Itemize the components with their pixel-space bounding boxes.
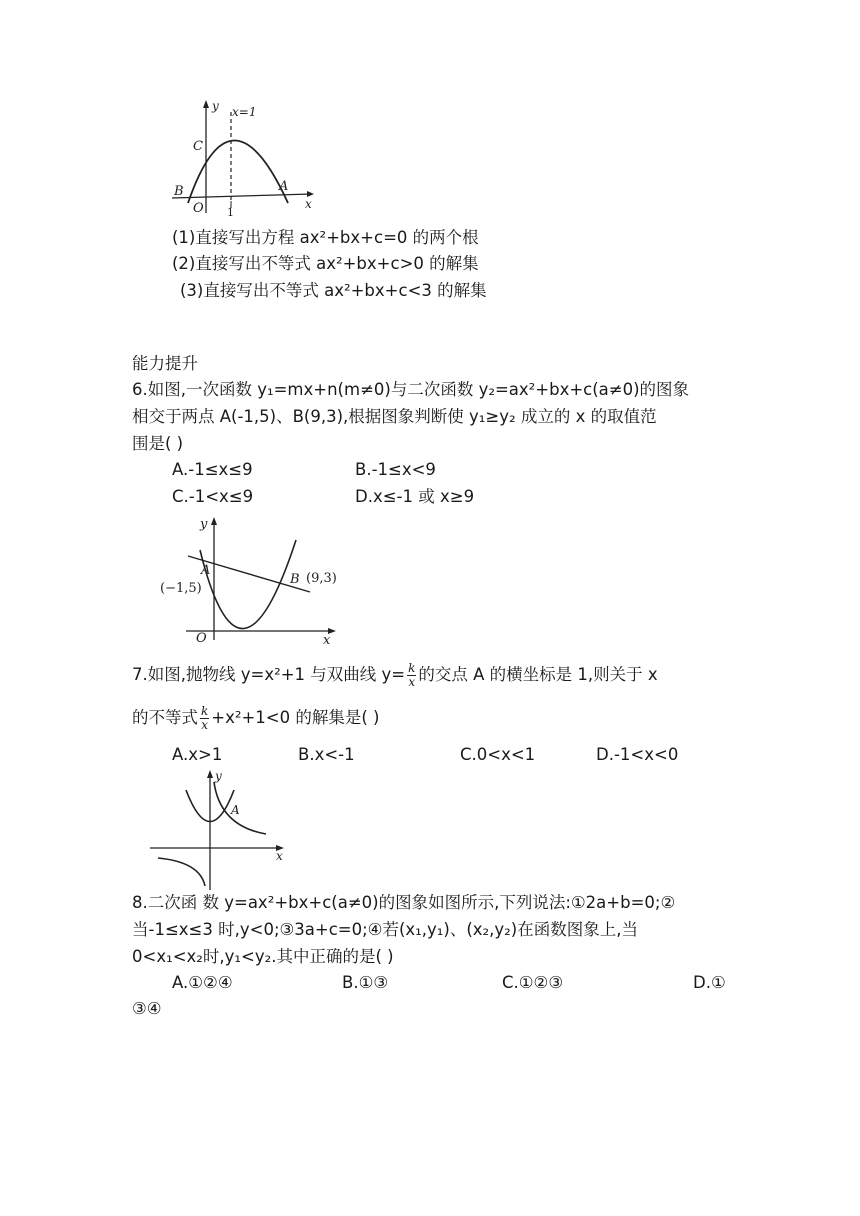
q7-option-d: D.-1<x<0 bbox=[596, 745, 679, 764]
frac-num: k bbox=[408, 661, 416, 675]
axis-line-label: x=1 bbox=[232, 105, 257, 119]
x-label: x bbox=[276, 849, 283, 863]
point-b-label: B bbox=[290, 572, 300, 587]
q7-line1-end: 的交点 A 的横坐标是 1,则关于 x bbox=[418, 665, 658, 684]
q7-line2 bbox=[132, 705, 380, 732]
q7-line1 bbox=[132, 662, 658, 689]
x-label: x bbox=[323, 633, 331, 647]
q8-option-c: C.①②③ bbox=[502, 973, 564, 992]
point-c-label: C bbox=[193, 139, 203, 154]
hyperbola-branch-2 bbox=[158, 858, 205, 886]
y-arrow bbox=[211, 517, 217, 525]
q7-line2-end: +x²+1<0 的解集是( ) bbox=[211, 708, 380, 727]
y-arrow bbox=[203, 100, 209, 108]
q7-line1-start: 7.如图,抛物线 y=x²+1 与双曲线 y= bbox=[132, 665, 406, 684]
q7-option-c: C.0<x<1 bbox=[460, 745, 536, 764]
q6-line2: 相交于两点 A(-1,5)、B(9,3),根据图象判断使 y₁≥y₂ 成立的 x 的取值范 bbox=[132, 407, 657, 426]
q6-option-b: B.-1≤x<9 bbox=[355, 460, 436, 479]
fraction-k-over-x-2 bbox=[200, 705, 209, 732]
section-heading: 能力提升 bbox=[132, 354, 198, 373]
q8-line3: 0<x₁<x₂时,y₁<y₂.其中正确的是( ) bbox=[132, 947, 394, 966]
point-a-coord: (−1,5) bbox=[160, 581, 202, 596]
y-label: y bbox=[215, 769, 222, 783]
q6-option-d: D.x≤-1 或 x≥9 bbox=[355, 487, 475, 506]
point-b-coord: (9,3) bbox=[306, 571, 337, 586]
parabola-curve bbox=[188, 141, 288, 204]
figure-line-parabola bbox=[160, 512, 360, 647]
point-a-label: A bbox=[279, 179, 289, 194]
q8-line2: 当-1≤x≤3 时,y<0;③3a+c=0;④若(x₁,y₁)、(x₂,y₂)在函数图象上,当 bbox=[132, 920, 638, 939]
q6-option-c: C.-1<x≤9 bbox=[172, 487, 254, 506]
x-axis bbox=[172, 194, 312, 198]
q7-option-a: A.x>1 bbox=[172, 745, 223, 764]
q5-part3: (3)直接写出不等式 ax²+bx+c<3 的解集 bbox=[180, 281, 487, 300]
q8-option-b: B.①③ bbox=[342, 973, 389, 992]
figure-parabola-1 bbox=[168, 98, 318, 218]
q8-option-a: A.①②④ bbox=[172, 973, 233, 992]
q8-option-d: D.① bbox=[693, 973, 726, 992]
q5-part2: (2)直接写出不等式 ax²+bx+c>0 的解集 bbox=[172, 254, 479, 273]
frac-den-2: x bbox=[201, 718, 209, 732]
tick-1-label: 1 bbox=[227, 206, 234, 218]
y-label: y bbox=[212, 99, 219, 113]
q7-option-b: B.x<-1 bbox=[298, 745, 355, 764]
q6-line3: 围是( ) bbox=[132, 434, 184, 453]
q7-line2-start: 的不等式 bbox=[132, 708, 198, 727]
origin-label: O bbox=[196, 631, 207, 646]
hyperbola-branch-1 bbox=[214, 782, 266, 834]
frac-den: x bbox=[408, 675, 416, 689]
frac-num-2: k bbox=[201, 704, 209, 718]
q5-part1: (1)直接写出方程 ax²+bx+c=0 的两个根 bbox=[172, 228, 479, 247]
point-b-label: B bbox=[174, 184, 184, 199]
y-label: y bbox=[200, 517, 208, 532]
x-label: x bbox=[305, 197, 312, 211]
q6-option-a: A.-1≤x≤9 bbox=[172, 460, 253, 479]
q8-line1: 8.二次函 数 y=ax²+bx+c(a≠0)的图象如图所示,下列说法:①2a+b=0;② bbox=[132, 893, 676, 912]
origin-label: O bbox=[193, 201, 204, 216]
point-a-label: A bbox=[231, 803, 240, 817]
y-arrow bbox=[207, 770, 213, 778]
point-a-label: A bbox=[201, 563, 211, 578]
figure-parabola-hyperbola bbox=[148, 768, 294, 892]
q8-option-d-cont: ③④ bbox=[132, 999, 162, 1018]
q6-line1: 6.如图,一次函数 y₁=mx+n(m≠0)与二次函数 y₂=ax²+bx+c(a≠0)的图象 bbox=[132, 380, 690, 399]
fraction-k-over-x bbox=[407, 662, 416, 689]
